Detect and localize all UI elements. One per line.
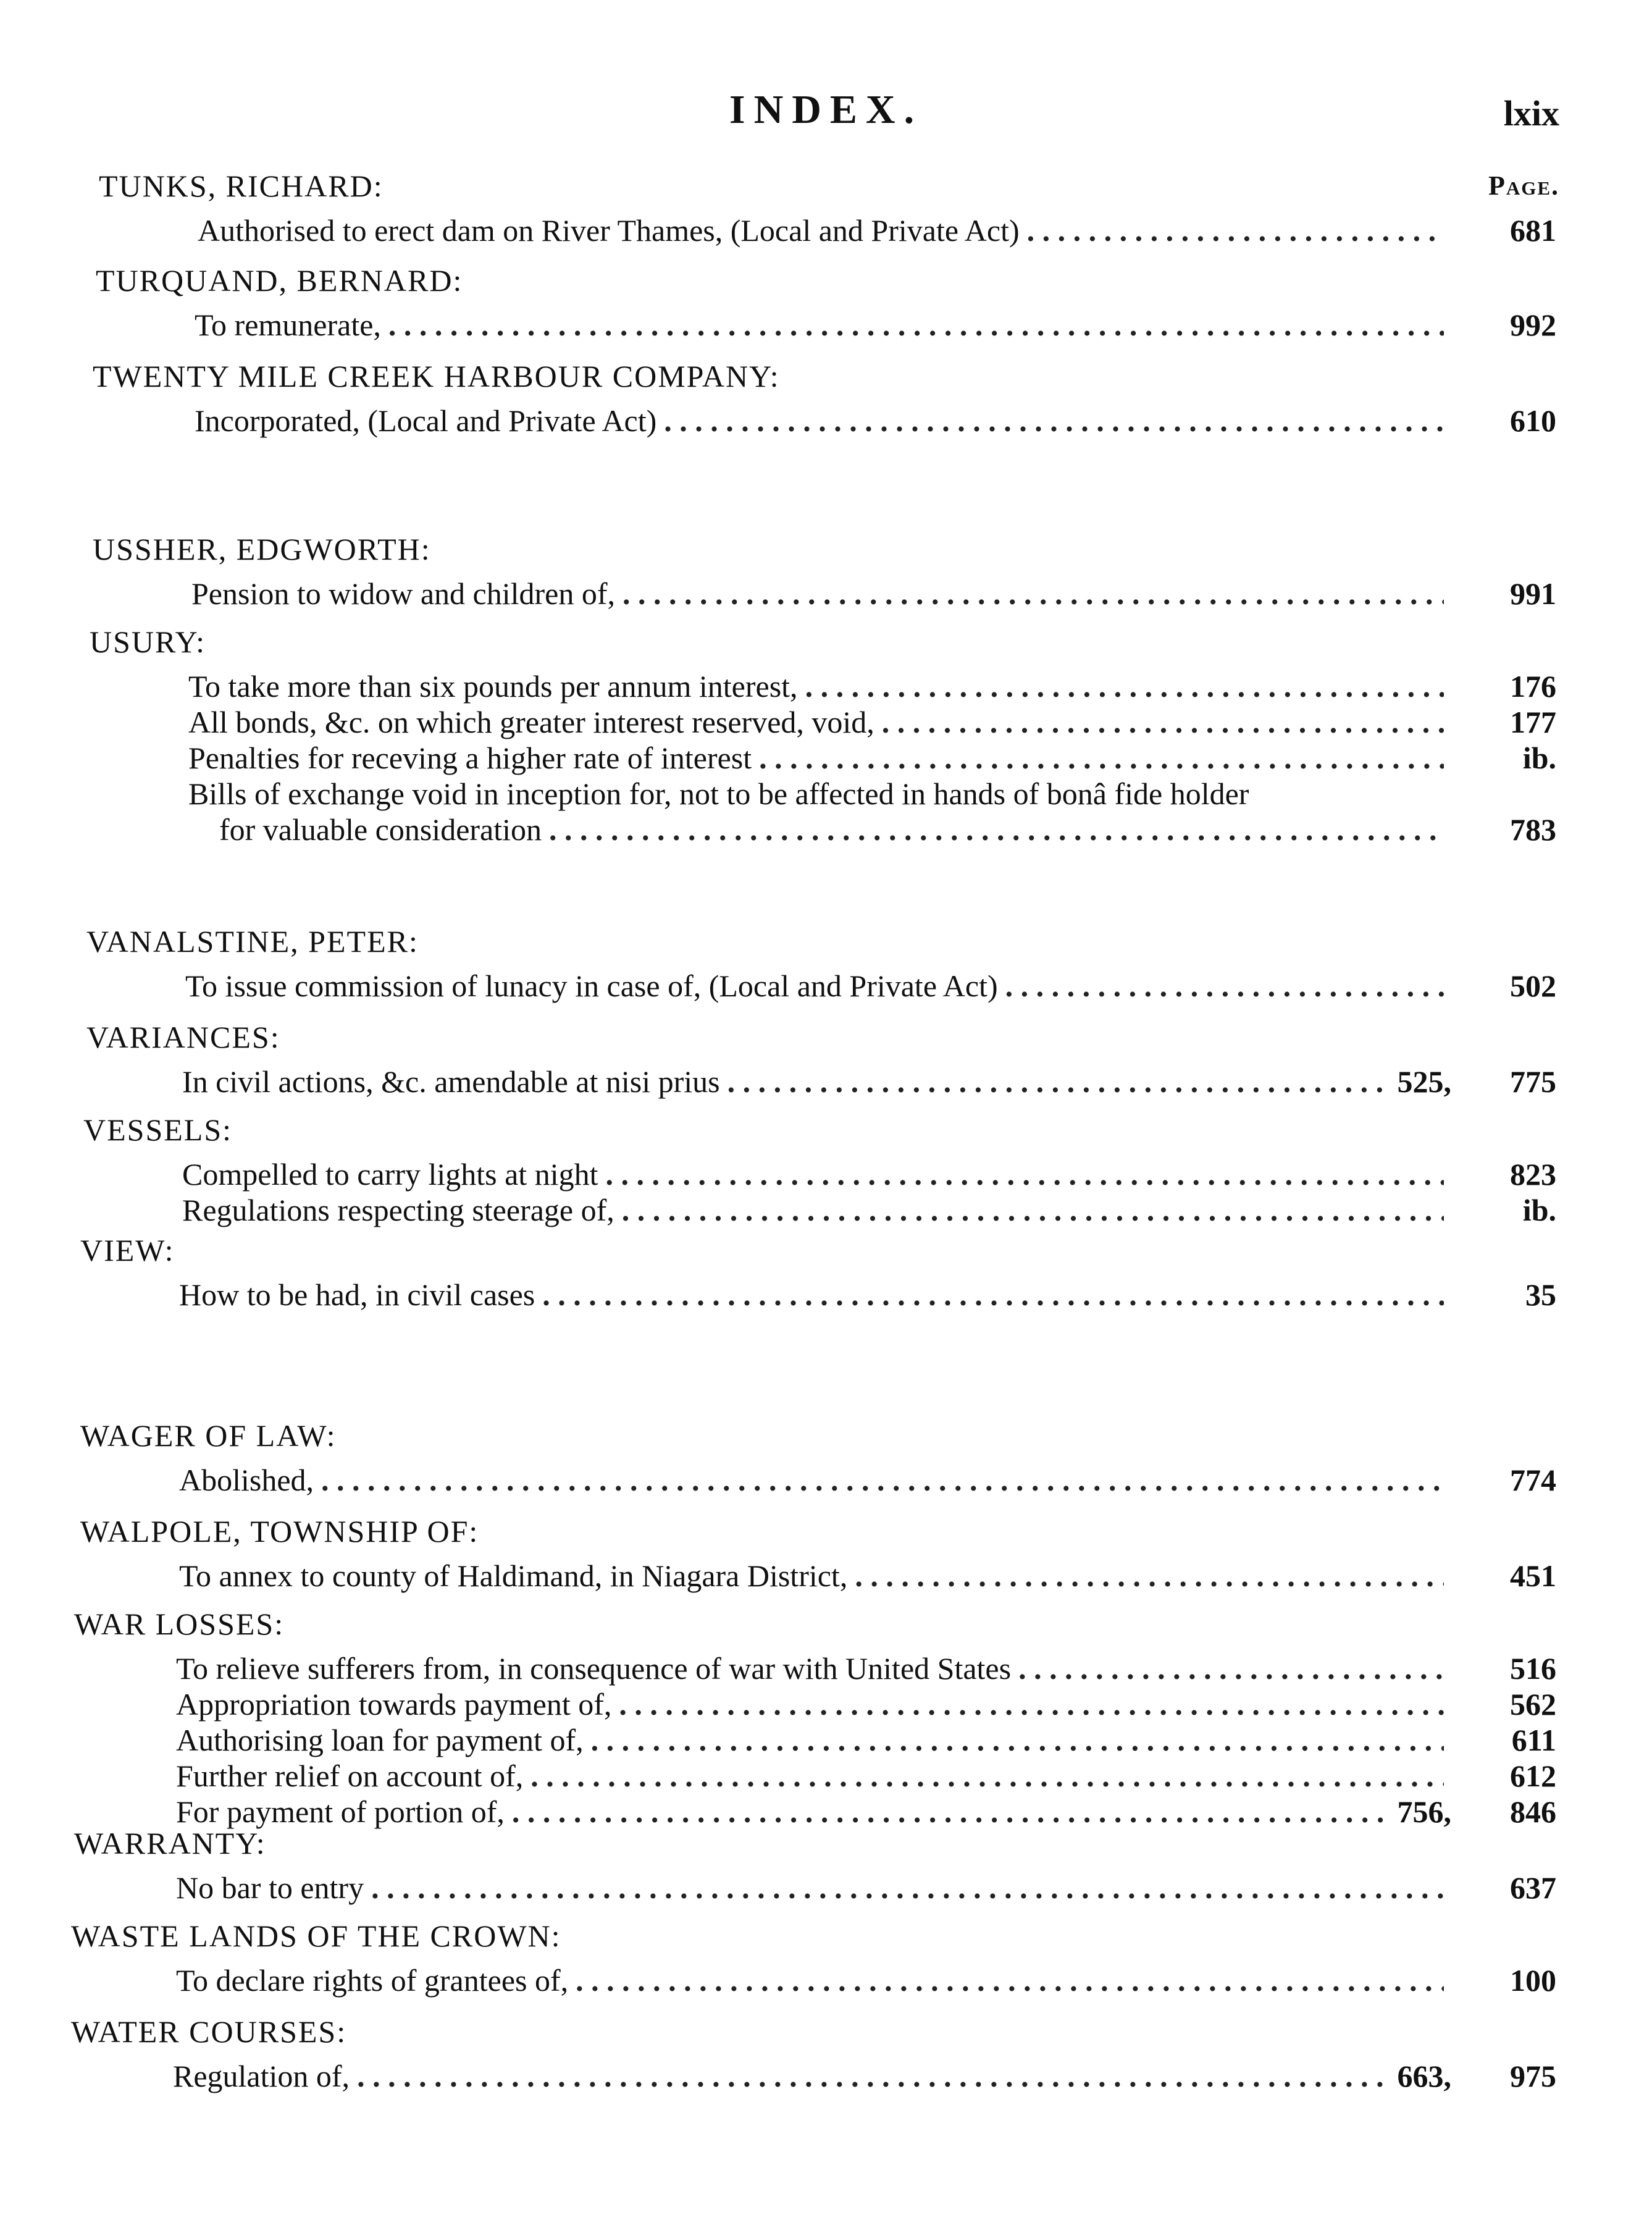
entry-heading: USSHER, EDGWORTH: [93, 532, 431, 566]
entry-item-text: Pension to widow and children of, [191, 576, 616, 611]
entry-page-number: 975 [1510, 2059, 1556, 2093]
entry-page-number: 681 [1510, 213, 1556, 248]
entry-item [195, 403, 1451, 439]
entry-page-number: 846 [1510, 1794, 1556, 1829]
entry-page-number: 991 [1510, 576, 1556, 611]
dot-leader [606, 1156, 1444, 1192]
entry-item [176, 1686, 1451, 1722]
entry-page-number: 612 [1510, 1759, 1556, 1793]
entry-item-text: How to be had, in civil cases [179, 1277, 535, 1312]
dot-leader [622, 1192, 1444, 1228]
entry-item-text: Abolished, [179, 1463, 314, 1497]
entry-item-text: Regulations respecting steerage of, [182, 1193, 614, 1227]
entry-heading: VANALSTINE, PETER: [86, 924, 419, 959]
entry-item [179, 1277, 1451, 1313]
entry-item [176, 1794, 1451, 1830]
dot-leader [542, 1277, 1444, 1313]
running-page-number: lxix [1503, 93, 1559, 133]
dot-leader [759, 740, 1444, 776]
entry-page-number: 992 [1510, 308, 1556, 342]
entry-item-text: To take more than six pounds per annum interest, [188, 669, 798, 704]
entry-page-inline: 663, [1397, 2059, 1451, 2093]
entry-item [176, 1722, 1451, 1758]
entry-item-text: To relieve sufferers from, in consequence of war with United States [176, 1651, 1012, 1686]
entry-item [198, 212, 1451, 248]
entry-page-number: ib. [1522, 1193, 1556, 1227]
entry-page-number: 176 [1510, 669, 1556, 704]
entry-page-number: 502 [1510, 969, 1556, 1003]
entry-heading: WATER COURSES: [71, 2014, 347, 2049]
entry-item [176, 1758, 1451, 1794]
entry-item [188, 668, 1451, 704]
dot-leader [549, 812, 1444, 847]
entry-page-number: 35 [1525, 1277, 1556, 1312]
entry-heading: TWENTY MILE CREEK HARBOUR COMPANY: [93, 359, 780, 393]
entry-item-text: To declare rights of grantees of, [176, 1963, 569, 1998]
entry-page-number: 611 [1511, 1723, 1556, 1757]
dot-leader [1005, 968, 1444, 1004]
entry-page-number: 516 [1510, 1651, 1556, 1686]
entry-item [219, 812, 1451, 847]
entry-heading: USURY: [90, 624, 206, 659]
dot-leader [357, 2058, 1390, 2094]
entry-item-continuation: for valuable consideration [219, 812, 542, 847]
entry-item [188, 740, 1451, 776]
dot-leader [388, 307, 1444, 343]
entry-page-number: 774 [1510, 1463, 1556, 1497]
dot-leader [664, 403, 1444, 439]
entry-item [176, 1870, 1451, 1906]
page-column-label: Page. [1488, 170, 1559, 201]
entry-page-number: 637 [1510, 1870, 1556, 1905]
entry-heading: VARIANCES: [86, 1020, 280, 1054]
dot-leader [1027, 212, 1444, 248]
entry-item-text: For payment of portion of, [176, 1794, 505, 1829]
entry-item [173, 2058, 1451, 2094]
entry-item [179, 1558, 1451, 1594]
entry-heading: WAGER OF LAW: [80, 1418, 337, 1453]
entry-item-text: Incorporated, (Local and Private Act) [195, 403, 657, 438]
entry-item [182, 1192, 1451, 1228]
dot-leader [530, 1758, 1444, 1794]
dot-leader [576, 1962, 1444, 1998]
dot-leader [619, 1686, 1444, 1722]
entry-heading: VESSELS: [83, 1112, 233, 1147]
entry-item-text: Bills of exchange void in inception for, not to be affected in hands of bonâ fide holder [188, 776, 1249, 811]
dot-leader [727, 1064, 1390, 1099]
entry-heading: WASTE LANDS OF THE CROWN: [71, 1919, 561, 1953]
entry-item-text: To annex to county of Haldimand, in Niagara District, [179, 1558, 848, 1593]
entry-page-number: 100 [1510, 1963, 1556, 1998]
entry-item-text: No bar to entry [176, 1870, 364, 1905]
entry-heading: TUNKS, RICHARD: [99, 169, 384, 203]
dot-leader [591, 1722, 1444, 1758]
entry-item [188, 704, 1451, 740]
dot-leader [512, 1794, 1390, 1830]
running-head [0, 86, 1652, 142]
entry-item-text: All bonds, &c. on which greater interest reserved, void, [188, 705, 874, 739]
entry-item-text: Compelled to carry lights at night [182, 1157, 598, 1192]
entry-page-number: 451 [1510, 1558, 1556, 1593]
entry-page-number: 177 [1510, 705, 1556, 739]
entry-heading: WALPOLE, TOWNSHIP OF: [80, 1514, 479, 1549]
entry-item [182, 1064, 1451, 1099]
entry-page-number: 783 [1510, 812, 1556, 847]
entry-page-number: 823 [1510, 1157, 1556, 1192]
entry-item-text: Appropriation towards payment of, [176, 1687, 612, 1722]
entry-heading: TURQUAND, BERNARD: [96, 263, 463, 298]
entry-item [176, 1650, 1451, 1686]
entry-item [195, 307, 1451, 343]
dot-leader [371, 1870, 1444, 1906]
entry-item [191, 576, 1451, 612]
entry-item-text: Authorised to erect dam on River Thames, (Local and Private Act) [198, 213, 1020, 248]
entry-page-number: 562 [1510, 1687, 1556, 1722]
entry-item [176, 1962, 1451, 1998]
entry-page-inline: 525, [1397, 1064, 1451, 1099]
running-title: INDEX. [729, 87, 923, 132]
dot-leader [882, 704, 1444, 740]
entry-page-number: 610 [1510, 403, 1556, 438]
entry-item-text: In civil actions, &c. amendable at nisi prius [182, 1064, 720, 1099]
entry-page-number: ib. [1522, 741, 1556, 775]
entry-heading: VIEW: [80, 1233, 175, 1268]
entry-item [179, 1462, 1451, 1498]
entry-item-text: Penalties for receving a higher rate of interest [188, 741, 752, 775]
entry-heading: WAR LOSSES: [74, 1607, 285, 1641]
entry-item-text: Regulation of, [173, 2059, 350, 2093]
entry-page-inline: 756, [1397, 1794, 1451, 1829]
entry-item [185, 968, 1451, 1004]
entry-heading: WARRANTY: [74, 1826, 266, 1861]
entry-page-number: 775 [1510, 1064, 1556, 1099]
dot-leader [321, 1462, 1444, 1498]
entry-item-text: To issue commission of lunacy in case of, (Local and Private Act) [185, 969, 998, 1003]
entry-item-text: Authorising loan for payment of, [176, 1723, 584, 1757]
entry-item-text: To remunerate, [195, 308, 381, 342]
dot-leader [623, 576, 1444, 612]
dot-leader [1018, 1650, 1444, 1686]
dot-leader [855, 1558, 1444, 1594]
entry-item-text: Further relief on account of, [176, 1759, 524, 1793]
entry-item [182, 1156, 1451, 1192]
dot-leader [805, 668, 1444, 704]
